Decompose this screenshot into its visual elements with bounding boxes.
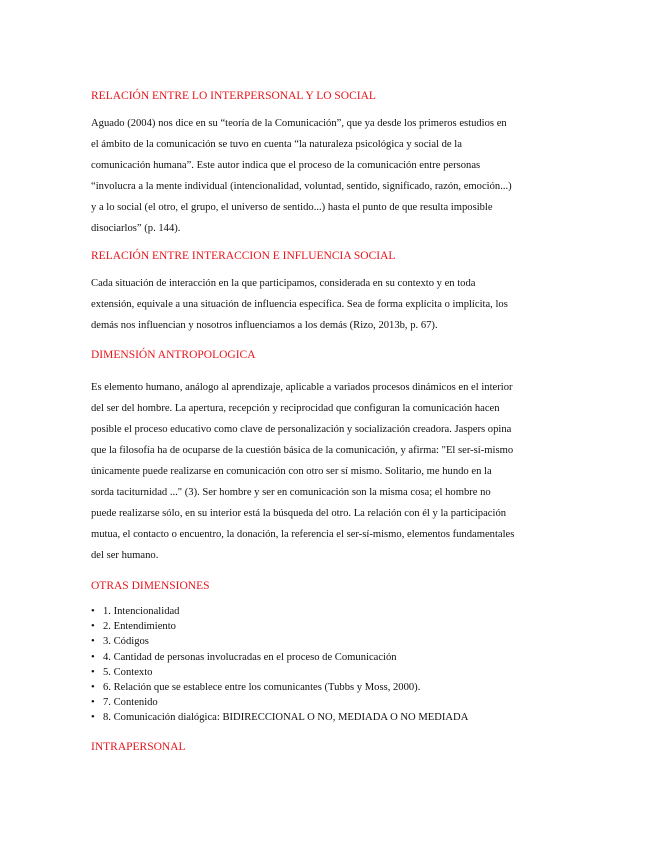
bullet: • (91, 636, 95, 648)
paragraph-interpersonal-social (91, 113, 571, 239)
heading-dimension-antropologica: DIMENSIÓN ANTROPOLOGICA (91, 349, 256, 361)
paragraph-line: extensión, equivale a una situación de influencia específica. Sea de forma explícita o implícita, los (91, 299, 508, 310)
paragraph-interaccion-influencia (91, 273, 571, 336)
bullet: • (91, 651, 95, 663)
paragraph-line: Aguado (2004) nos dice en su “teoría de la Comunicación”, que ya desde los primeros estudios en (91, 118, 507, 129)
heading-interpersonal-social: RELACIÓN ENTRE LO INTERPERSONAL Y LO SOCIAL (91, 90, 376, 102)
paragraph-line: disociarlos” (p. 144). (91, 223, 181, 234)
list-item: • 8. Comunicación dialógica: BIDIRECCIONAL O NO, MEDIADA O NO MEDIADA (91, 710, 468, 725)
list-item: • 7. Contenido (91, 695, 468, 710)
paragraph-line: sorda taciturnidad ..." (3). Ser hombre y ser en comunicación son la misma cosa; el hombre no (91, 487, 491, 498)
paragraph-line: del ser humano. (91, 550, 159, 561)
bullet: • (91, 621, 95, 633)
paragraph-line: Cada situación de interacción en la que participamos, considerada en su contexto y en toda (91, 278, 476, 289)
paragraph-line: puede realizarse sólo, en su interior está la búsqueda del otro. La relación con él y la participación (91, 508, 507, 519)
paragraph-line: comunicación humana”. Este autor indica que el proceso de la comunicación entre personas (91, 160, 481, 171)
paragraph-line: y a lo social (el otro, el grupo, el universo de sentido...) hasta el punto de que resulta imposible (91, 202, 493, 213)
bullet: • (91, 697, 95, 709)
list-item: • 5. Contexto (91, 665, 468, 680)
paragraph-line: únicamente puede realizarse en comunicación con otro ser sí mismo. Solitario, me hundo en la (91, 466, 492, 477)
heading-intrapersonal: INTRAPERSONAL (91, 741, 186, 753)
paragraph-line: mutua, el contacto o encuentro, la donación, la referencia el ser-sí-mismo, elementos fundamentales (91, 529, 515, 540)
paragraph-line: que la filosofía ha de ocuparse de la cuestión básica de la comunicación, y afirma: "El ser-sí-mismo (91, 445, 514, 456)
paragraph-line: demás nos influencian y nosotros influenciamos a los demás (Rizo, 2013b, p. 67). (91, 320, 438, 331)
bullet: • (91, 682, 95, 694)
paragraph-line: posible el proceso educativo como clave de personalización y socialización creadora. Jaspers opina (91, 424, 512, 435)
list-item: • 6. Relación que se establece entre los comunicantes (Tubbs y Moss, 2000). (91, 680, 468, 695)
paragraph-line: Es elemento humano, análogo al aprendizaje, aplicable a variados procesos dinámicos en el interior (91, 382, 513, 393)
list-item: • 3. Códigos (91, 634, 468, 649)
dimensions-list (91, 604, 468, 726)
paragraph-line: el ámbito de la comunicación se tuvo en cuenta “la naturaleza psicológica y social de la (91, 139, 462, 150)
bullet: • (91, 666, 95, 678)
bullet: • (91, 712, 95, 724)
list-item: • 4. Cantidad de personas involucradas en el proceso de Comunicación (91, 650, 468, 665)
heading-interaccion-influencia: RELACIÓN ENTRE INTERACCION E INFLUENCIA SOCIAL (91, 250, 396, 262)
paragraph-line: “involucra a la mente individual (intencionalidad, voluntad, sentido, significado, razón, emoción...) (91, 181, 512, 192)
list-item: • 1. Intencionalidad (91, 604, 468, 619)
paragraph-dimension-antropologica (91, 377, 571, 566)
paragraph-line: del ser del hombre. La apertura, recepción y reciprocidad que configuran la comunicación hacen (91, 403, 500, 414)
list-item: • 2. Entendimiento (91, 619, 468, 634)
heading-otras-dimensiones: OTRAS DIMENSIONES (91, 580, 210, 592)
bullet: • (91, 606, 95, 617)
